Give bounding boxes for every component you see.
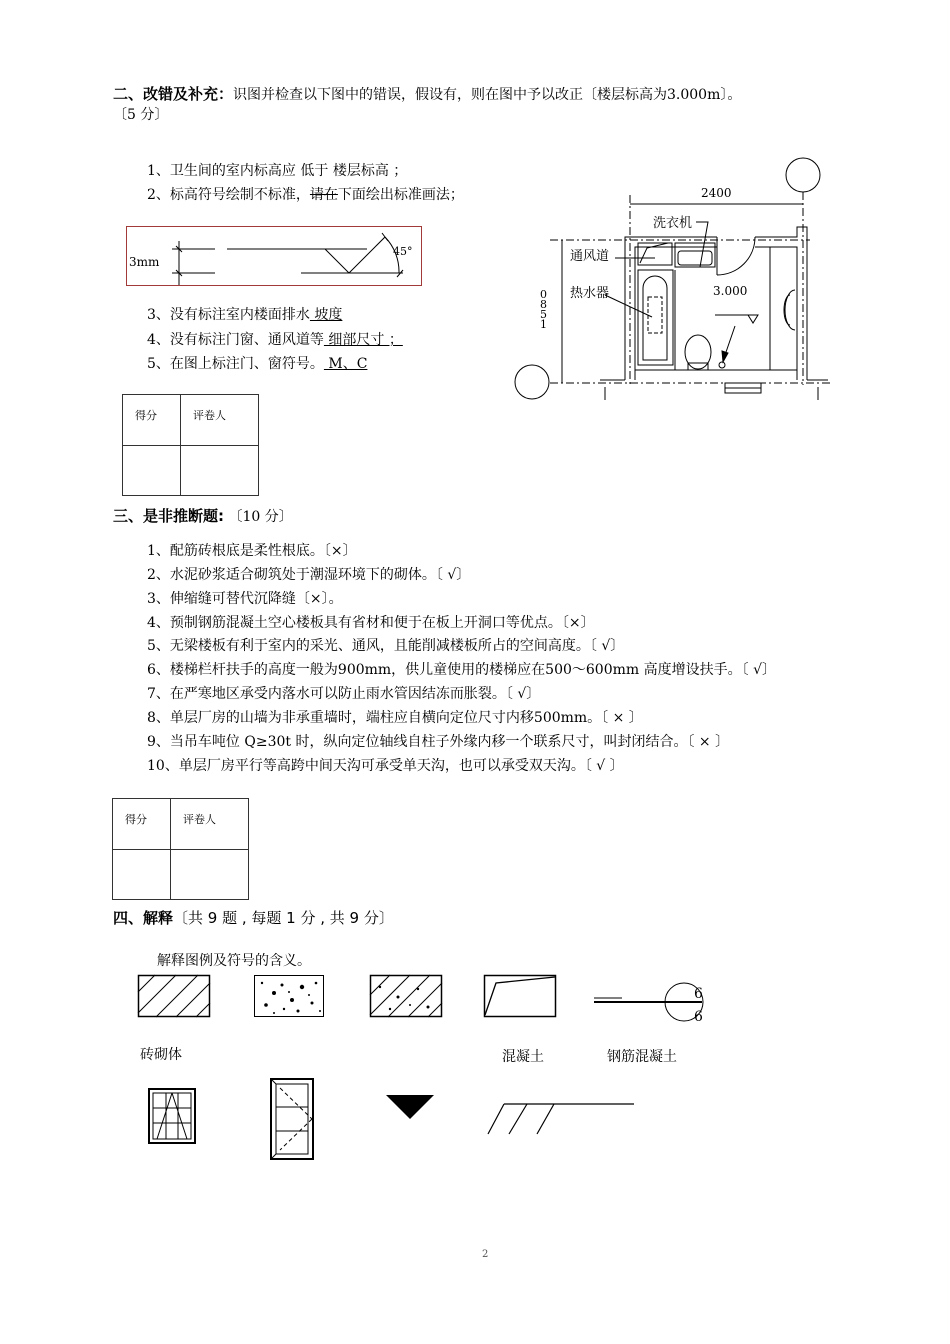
score-table-1 [122, 394, 259, 496]
index-number-top: 6 [694, 986, 703, 1002]
section3-heading-line [113, 507, 293, 526]
index-number-bottom: 6 [694, 1009, 703, 1025]
tf-item: 2、水泥砂浆适合砌筑处于潮湿环境下的砌体。〔 √〕 [147, 567, 471, 583]
score-table-2 [112, 798, 249, 900]
tf-item: 10、单层厂房平行等高跨中间天沟可承受单天沟，也可以承受双天沟。〔 √ 〕 [147, 758, 624, 774]
section2-intro: 识图并检查以下图中的错误，假设有，则在图中予以改正〔楼层标高为3.000m〕。 [233, 87, 742, 103]
answer-text: 低于 [295, 163, 333, 179]
section3-score-note: 〔10 分〕 [228, 509, 293, 525]
grader-header: 评卷人 [171, 799, 249, 850]
item-text: 5、在图上标注门、窗符号。 [147, 356, 324, 372]
tf-item: 3、伸缩缝可替代沉降缝〔×〕。 [147, 591, 343, 607]
brick-hatch-icon [138, 975, 210, 1017]
floor-plan-lines [510, 155, 830, 405]
elevation-symbol-drawing [127, 227, 423, 287]
elevation-symbol-box [126, 226, 422, 286]
section2-score-note: 〔5 分〕 [113, 107, 169, 123]
section2-item-2 [147, 186, 464, 204]
reinforced-concrete-hatch-icon [370, 975, 442, 1017]
grader-header: 评卷人 [181, 395, 259, 446]
tf-item: 4、预制钢筋混凝土空心楼板具有省材和便于在板上开洞口等优点。〔×〕 [147, 615, 595, 631]
ground-line-icon [486, 1102, 636, 1136]
label-washer: 洗衣机 [653, 216, 693, 231]
label-heater: 热水器 [570, 286, 610, 301]
section4-heading: 四、解释 [113, 909, 174, 927]
grader-cell[interactable] [171, 850, 249, 900]
section2-item-5 [147, 355, 367, 373]
label-concrete: 混凝土 [502, 1049, 544, 1065]
dimension-height: 0851 [540, 288, 547, 331]
answer-text: 细部尺寸 ； [323, 332, 403, 348]
bathroom-floor-plan [510, 155, 830, 405]
section2-item-3 [147, 306, 342, 324]
tf-item: 6、楼梯栏杆扶手的高度一般为900mm，供儿童使用的楼梯应在500～600mm 高度增设扶手。〔 √〕 [147, 662, 776, 678]
section4-heading-line [113, 909, 394, 927]
struck-text: 请在 [309, 187, 338, 203]
section2-item-4 [147, 331, 403, 349]
label-reinforced-concrete: 钢筋混凝土 [607, 1049, 677, 1065]
answer-text: M、C [323, 356, 368, 372]
label-elevation: 3.000 [713, 284, 748, 298]
label-brick: 砖砌体 [140, 1047, 182, 1063]
dim-label: 3mm [129, 255, 160, 269]
section2-heading: 二、改错及补充： [113, 85, 234, 103]
tf-item: 1、配筋砖根底是柔性根底。〔×〕 [147, 543, 357, 559]
fixed-window-icon [148, 1088, 196, 1144]
page-number: 2 [482, 1249, 489, 1260]
label-vent: 通风道 [570, 249, 610, 264]
concrete-aggregate-icon [254, 975, 324, 1017]
tf-item: 8、单层厂房的山墙为非承重墙时，端柱应自横向定位尺寸内移500mm。〔 × 〕 [147, 710, 643, 726]
section4-score-note: 〔共 9 题 , 每题 1 分 , 共 9 分〕 [173, 909, 394, 927]
score-cell[interactable] [123, 446, 181, 496]
score-header: 得分 [113, 799, 171, 850]
item-text: 3、没有标注室内楼面排水 [147, 307, 310, 323]
score-cell[interactable] [113, 850, 171, 900]
section3-heading: 三、是非推断题: [113, 507, 224, 525]
tf-item: 7、在严寒地区承受内落水可以防止雨水管因结冻而胀裂。〔 √〕 [147, 686, 541, 702]
tf-item: 9、当吊车吨位 Q≥30t 时，纵向定位轴线自柱子外缘内移一个联系尺寸，叫封闭结合。〔 × 〕 [147, 734, 730, 750]
item-text: 1、卫生间的室内标高应 [147, 163, 296, 179]
angle-label: 45° [393, 245, 413, 258]
section2-heading-line [113, 85, 741, 104]
dimension-width: 2400 [701, 186, 732, 200]
elevation-triangle-icon [386, 1093, 436, 1121]
grader-cell[interactable] [181, 446, 259, 496]
section2-item-1 [147, 162, 407, 180]
item-text: 4、没有标注门窗、通风道等 [147, 332, 324, 348]
item-text: 2、标高符号绘制不标准， [147, 187, 310, 203]
answer-text: 坡度 [309, 307, 343, 323]
score-header: 得分 [123, 395, 181, 446]
tf-item: 5、无梁楼板有利于室内的采光、通风，且能削减楼板所占的空间高度。〔 √〕 [147, 638, 625, 654]
item-text: 下面绘出标准画法； [337, 187, 464, 203]
item-text: 楼层标高 ； [332, 163, 408, 179]
natural-ground-icon [484, 975, 556, 1017]
section4-instruction: 解释图例及符号的含义。 [157, 953, 311, 969]
casement-window-icon [270, 1078, 314, 1160]
